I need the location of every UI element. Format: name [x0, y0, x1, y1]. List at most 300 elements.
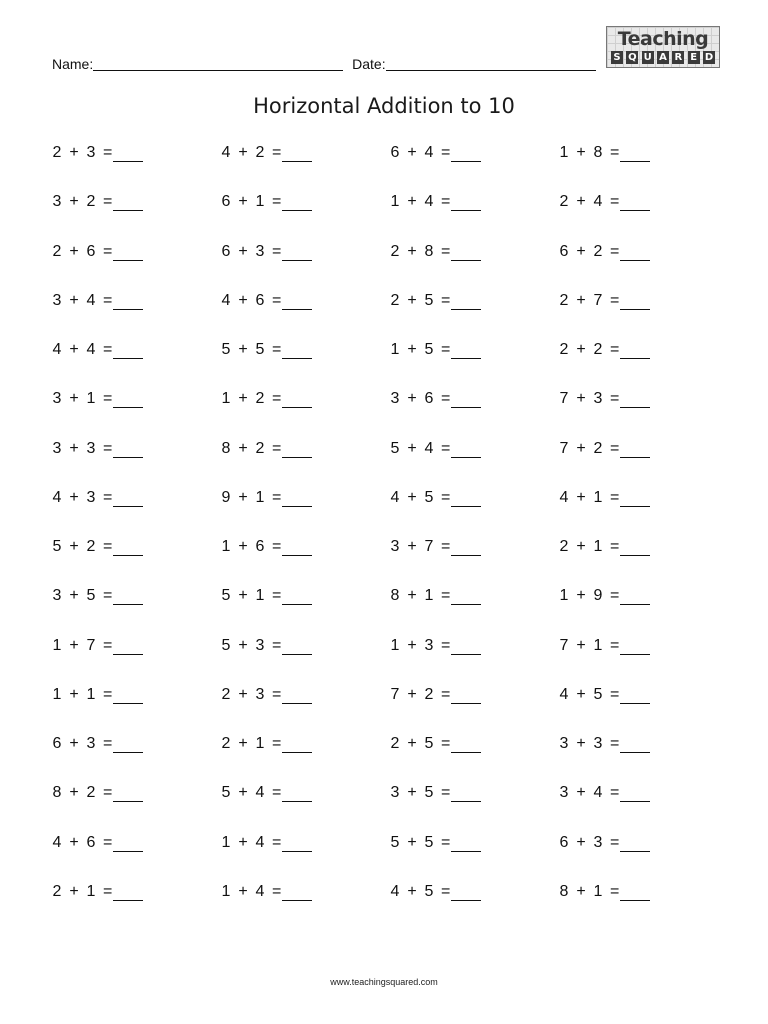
- plus-sign: +: [407, 685, 417, 703]
- answer-blank[interactable]: [451, 539, 481, 556]
- second-addend: 3: [86, 439, 96, 457]
- answer-blank[interactable]: [620, 539, 650, 556]
- plus-sign: +: [407, 488, 417, 506]
- answer-blank[interactable]: [113, 244, 143, 261]
- equals-sign: =: [610, 144, 620, 161]
- equals-sign: =: [610, 488, 620, 506]
- answer-blank[interactable]: [282, 244, 312, 261]
- equals-sign: =: [103, 291, 113, 309]
- answer-blank[interactable]: [620, 835, 650, 852]
- equals-sign: =: [103, 341, 113, 358]
- logo-tile: E: [688, 51, 700, 64]
- plus-sign: +: [238, 390, 248, 408]
- first-addend: 1: [390, 341, 400, 358]
- second-addend: 6: [255, 291, 265, 309]
- addition-problem: [221, 335, 390, 365]
- plus-sign: +: [69, 636, 79, 654]
- equals-sign: =: [103, 193, 113, 211]
- first-addend: 4: [390, 882, 400, 900]
- plus-sign: +: [69, 833, 79, 851]
- answer-blank[interactable]: [113, 736, 143, 753]
- teaching-squared-logo: [606, 26, 720, 68]
- first-addend: 7: [390, 685, 400, 703]
- plus-sign: +: [69, 193, 79, 211]
- addition-problem: [52, 384, 221, 414]
- first-addend: 3: [559, 784, 569, 802]
- addition-problem: [559, 828, 728, 858]
- addition-problem: [221, 384, 390, 414]
- second-addend: 3: [424, 636, 434, 654]
- plus-sign: +: [238, 587, 248, 605]
- name-field-line: [93, 56, 343, 71]
- addition-problem: [559, 532, 728, 562]
- second-addend: 3: [86, 488, 96, 506]
- addition-problem: [52, 138, 221, 168]
- plus-sign: +: [407, 587, 417, 605]
- plus-sign: +: [407, 242, 417, 260]
- equals-sign: =: [441, 390, 451, 408]
- logo-tile: D: [704, 52, 714, 63]
- addition-problem: [559, 729, 728, 759]
- answer-blank[interactable]: [451, 736, 481, 753]
- equals-sign: =: [441, 193, 451, 211]
- second-addend: 4: [424, 193, 434, 211]
- addition-problem: [390, 532, 559, 562]
- addition-problem: [390, 335, 559, 365]
- answer-blank[interactable]: [282, 391, 312, 408]
- second-addend: 6: [424, 390, 434, 408]
- addition-problem: [221, 877, 390, 907]
- plus-sign: +: [238, 488, 248, 506]
- plus-sign: +: [576, 193, 586, 211]
- second-addend: 7: [424, 538, 434, 555]
- answer-blank[interactable]: [113, 342, 143, 359]
- answer-blank[interactable]: [113, 588, 143, 605]
- plus-sign: +: [69, 587, 79, 605]
- second-addend: 3: [593, 735, 603, 752]
- logo-tile: S: [611, 51, 623, 64]
- second-addend: 1: [255, 193, 265, 211]
- answer-blank[interactable]: [451, 785, 481, 802]
- answer-blank[interactable]: [113, 145, 143, 162]
- answer-blank[interactable]: [282, 638, 312, 655]
- first-addend: 2: [221, 685, 231, 703]
- answer-blank[interactable]: [282, 835, 312, 852]
- addition-problem: [559, 434, 728, 464]
- equals-sign: =: [441, 439, 451, 457]
- second-addend: 3: [255, 636, 265, 654]
- first-addend: 1: [221, 390, 231, 408]
- first-addend: 2: [52, 144, 62, 161]
- equals-sign: =: [441, 538, 451, 555]
- first-addend: 6: [390, 144, 400, 161]
- plus-sign: +: [407, 833, 417, 851]
- plus-sign: +: [576, 685, 586, 703]
- addition-problem: [52, 532, 221, 562]
- addition-problem: [52, 828, 221, 858]
- second-addend: 4: [86, 341, 96, 358]
- equals-sign: =: [103, 144, 113, 161]
- answer-blank[interactable]: [113, 490, 143, 507]
- plus-sign: +: [69, 341, 79, 358]
- addition-problem: [52, 187, 221, 217]
- plus-sign: +: [69, 291, 79, 309]
- plus-sign: +: [238, 833, 248, 851]
- addition-problem: [559, 483, 728, 513]
- plus-sign: +: [69, 735, 79, 752]
- plus-sign: +: [69, 784, 79, 802]
- first-addend: 9: [221, 488, 231, 506]
- first-addend: 3: [390, 784, 400, 802]
- plus-sign: +: [576, 341, 586, 358]
- second-addend: 5: [255, 341, 265, 358]
- addition-problem: [221, 631, 390, 661]
- plus-sign: +: [238, 538, 248, 555]
- equals-sign: =: [272, 735, 282, 752]
- second-addend: 1: [593, 488, 603, 506]
- answer-blank[interactable]: [451, 441, 481, 458]
- equals-sign: =: [103, 587, 113, 605]
- plus-sign: +: [238, 341, 248, 358]
- plus-sign: +: [407, 882, 417, 900]
- plus-sign: +: [407, 784, 417, 802]
- first-addend: 6: [221, 193, 231, 211]
- answer-blank[interactable]: [282, 736, 312, 753]
- answer-blank[interactable]: [113, 194, 143, 211]
- answer-blank[interactable]: [620, 342, 650, 359]
- plus-sign: +: [238, 784, 248, 802]
- answer-blank[interactable]: [451, 835, 481, 852]
- equals-sign: =: [272, 341, 282, 358]
- first-addend: 5: [390, 833, 400, 851]
- plus-sign: +: [407, 193, 417, 211]
- second-addend: 5: [424, 488, 434, 506]
- equals-sign: =: [103, 735, 113, 752]
- second-addend: 5: [424, 341, 434, 358]
- second-addend: 6: [86, 833, 96, 851]
- equals-sign: =: [272, 144, 282, 161]
- answer-blank[interactable]: [620, 194, 650, 211]
- equals-sign: =: [272, 439, 282, 457]
- equals-sign: =: [441, 242, 451, 260]
- equals-sign: =: [103, 882, 113, 900]
- equals-sign: =: [610, 193, 620, 211]
- equals-sign: =: [610, 587, 620, 605]
- answer-blank[interactable]: [451, 638, 481, 655]
- answer-blank[interactable]: [620, 687, 650, 704]
- addition-problem: [221, 532, 390, 562]
- second-addend: 2: [255, 390, 265, 408]
- first-addend: 7: [559, 390, 569, 408]
- plus-sign: +: [69, 144, 79, 161]
- addition-problem: [52, 778, 221, 808]
- second-addend: 2: [255, 144, 265, 161]
- equals-sign: =: [272, 833, 282, 851]
- answer-blank[interactable]: [282, 588, 312, 605]
- answer-blank[interactable]: [451, 884, 481, 901]
- second-addend: 4: [593, 193, 603, 211]
- addition-problem: [390, 384, 559, 414]
- first-addend: 2: [559, 538, 569, 555]
- second-addend: 1: [255, 488, 265, 506]
- first-addend: 4: [52, 488, 62, 506]
- answer-blank[interactable]: [451, 194, 481, 211]
- first-addend: 6: [559, 242, 569, 260]
- plus-sign: +: [407, 439, 417, 457]
- second-addend: 2: [424, 685, 434, 703]
- equals-sign: =: [103, 833, 113, 851]
- equals-sign: =: [441, 488, 451, 506]
- first-addend: 4: [221, 144, 231, 161]
- answer-blank[interactable]: [113, 539, 143, 556]
- answer-blank[interactable]: [451, 490, 481, 507]
- answer-blank[interactable]: [113, 687, 143, 704]
- equals-sign: =: [103, 242, 113, 260]
- second-addend: 3: [255, 685, 265, 703]
- answer-blank[interactable]: [282, 194, 312, 211]
- first-addend: 5: [221, 784, 231, 802]
- plus-sign: +: [576, 833, 586, 851]
- equals-sign: =: [103, 538, 113, 555]
- plus-sign: +: [407, 144, 417, 161]
- first-addend: 2: [221, 735, 231, 752]
- answer-blank[interactable]: [620, 736, 650, 753]
- first-addend: 3: [559, 735, 569, 752]
- plus-sign: +: [407, 341, 417, 358]
- equals-sign: =: [441, 291, 451, 309]
- answer-blank[interactable]: [113, 835, 143, 852]
- first-addend: 2: [52, 882, 62, 900]
- answer-blank[interactable]: [113, 293, 143, 310]
- logo-tile: R: [672, 51, 684, 64]
- addition-problem: [221, 434, 390, 464]
- addition-problem: [390, 286, 559, 316]
- answer-blank[interactable]: [282, 785, 312, 802]
- answer-blank[interactable]: [113, 441, 143, 458]
- equals-sign: =: [272, 636, 282, 654]
- addition-problem: [221, 138, 390, 168]
- second-addend: 3: [593, 390, 603, 408]
- addition-problem: [390, 778, 559, 808]
- addition-problem: [52, 483, 221, 513]
- plus-sign: +: [238, 882, 248, 900]
- second-addend: 4: [424, 144, 434, 161]
- answer-blank[interactable]: [282, 293, 312, 310]
- addition-problem: [52, 335, 221, 365]
- first-addend: 1: [559, 587, 569, 605]
- answer-blank[interactable]: [620, 145, 650, 162]
- addition-problem: [390, 187, 559, 217]
- answer-blank[interactable]: [451, 588, 481, 605]
- addition-problem: [221, 680, 390, 710]
- answer-blank[interactable]: [620, 785, 650, 802]
- first-addend: 5: [221, 341, 231, 358]
- plus-sign: +: [238, 685, 248, 703]
- second-addend: 5: [424, 291, 434, 309]
- first-addend: 2: [390, 735, 400, 752]
- equals-sign: =: [103, 685, 113, 703]
- addition-problem: [52, 877, 221, 907]
- first-addend: 1: [390, 636, 400, 654]
- answer-blank[interactable]: [113, 638, 143, 655]
- answer-blank[interactable]: [620, 588, 650, 605]
- second-addend: 2: [255, 439, 265, 457]
- second-addend: 5: [424, 784, 434, 802]
- equals-sign: =: [272, 685, 282, 703]
- addition-problem: [221, 778, 390, 808]
- addition-problem: [52, 286, 221, 316]
- answer-blank[interactable]: [620, 244, 650, 261]
- addition-problem: [221, 286, 390, 316]
- addition-problem: [221, 237, 390, 267]
- answer-blank[interactable]: [282, 687, 312, 704]
- plus-sign: +: [576, 735, 586, 752]
- second-addend: 5: [86, 587, 96, 605]
- answer-blank[interactable]: [620, 638, 650, 655]
- addition-problem: [559, 778, 728, 808]
- equals-sign: =: [272, 291, 282, 309]
- plus-sign: +: [407, 390, 417, 408]
- addition-problem: [390, 483, 559, 513]
- equals-sign: =: [610, 341, 620, 358]
- addition-problem: [390, 680, 559, 710]
- second-addend: 2: [86, 784, 96, 802]
- plus-sign: +: [576, 784, 586, 802]
- first-addend: 3: [52, 390, 62, 408]
- second-addend: 3: [593, 833, 603, 851]
- plus-sign: +: [238, 291, 248, 309]
- first-addend: 1: [559, 144, 569, 161]
- first-addend: 7: [559, 439, 569, 457]
- answer-blank[interactable]: [282, 884, 312, 901]
- plus-sign: +: [69, 488, 79, 506]
- answer-blank[interactable]: [451, 391, 481, 408]
- first-addend: 2: [390, 291, 400, 309]
- answer-blank[interactable]: [451, 687, 481, 704]
- equals-sign: =: [272, 193, 282, 211]
- logo-text: Teaching: [617, 28, 709, 50]
- answer-blank[interactable]: [620, 293, 650, 310]
- first-addend: 3: [52, 439, 62, 457]
- answer-blank[interactable]: [451, 145, 481, 162]
- answer-blank[interactable]: [113, 785, 143, 802]
- addition-problem: [390, 581, 559, 611]
- equals-sign: =: [103, 390, 113, 408]
- answer-blank[interactable]: [620, 391, 650, 408]
- addition-problem: [221, 729, 390, 759]
- answer-blank[interactable]: [620, 441, 650, 458]
- plus-sign: +: [576, 488, 586, 506]
- second-addend: 2: [593, 242, 603, 260]
- equals-sign: =: [610, 882, 620, 900]
- addition-problem: [559, 680, 728, 710]
- second-addend: 8: [424, 242, 434, 260]
- equals-sign: =: [441, 833, 451, 851]
- first-addend: 8: [52, 784, 62, 802]
- equals-sign: =: [610, 833, 620, 851]
- second-addend: 1: [86, 882, 96, 900]
- answer-blank[interactable]: [620, 884, 650, 901]
- addition-problem: [559, 286, 728, 316]
- plus-sign: +: [238, 144, 248, 161]
- answer-blank[interactable]: [113, 884, 143, 901]
- equals-sign: =: [610, 291, 620, 309]
- equals-sign: =: [272, 784, 282, 802]
- equals-sign: =: [610, 685, 620, 703]
- plus-sign: +: [576, 439, 586, 457]
- plus-sign: +: [576, 390, 586, 408]
- second-addend: 1: [255, 735, 265, 752]
- second-addend: 4: [424, 439, 434, 457]
- answer-blank[interactable]: [451, 293, 481, 310]
- second-addend: 1: [86, 390, 96, 408]
- addition-problem: [390, 729, 559, 759]
- second-addend: 2: [86, 538, 96, 555]
- plus-sign: +: [407, 538, 417, 555]
- equals-sign: =: [103, 439, 113, 457]
- first-addend: 5: [221, 587, 231, 605]
- logo-tile: Q: [628, 52, 637, 63]
- date-label: Date:: [352, 56, 386, 72]
- answer-blank[interactable]: [113, 391, 143, 408]
- first-addend: 3: [390, 538, 400, 555]
- answer-blank[interactable]: [282, 441, 312, 458]
- answer-blank[interactable]: [620, 490, 650, 507]
- first-addend: 2: [559, 291, 569, 309]
- addition-problem: [559, 384, 728, 414]
- equals-sign: =: [441, 636, 451, 654]
- first-addend: 5: [221, 636, 231, 654]
- equals-sign: =: [272, 587, 282, 605]
- logo-squared-tiles: [611, 51, 715, 65]
- addition-problem: [52, 680, 221, 710]
- equals-sign: =: [103, 488, 113, 506]
- second-addend: 4: [593, 784, 603, 802]
- second-addend: 1: [593, 882, 603, 900]
- plus-sign: +: [576, 882, 586, 900]
- addition-problem: [52, 237, 221, 267]
- first-addend: 2: [559, 341, 569, 358]
- first-addend: 8: [390, 587, 400, 605]
- second-addend: 4: [255, 882, 265, 900]
- second-addend: 6: [86, 242, 96, 260]
- footer-url: www.teachingsquared.com: [330, 977, 438, 987]
- second-addend: 1: [593, 636, 603, 654]
- first-addend: 1: [221, 833, 231, 851]
- second-addend: 7: [593, 291, 603, 309]
- first-addend: 4: [559, 685, 569, 703]
- plus-sign: +: [576, 242, 586, 260]
- plus-sign: +: [69, 242, 79, 260]
- answer-blank[interactable]: [451, 342, 481, 359]
- answer-blank[interactable]: [282, 342, 312, 359]
- equals-sign: =: [610, 735, 620, 752]
- equals-sign: =: [610, 636, 620, 654]
- addition-problem: [221, 483, 390, 513]
- plus-sign: +: [576, 636, 586, 654]
- addition-problem: [390, 828, 559, 858]
- logo-tile: U: [643, 52, 652, 63]
- first-addend: 4: [390, 488, 400, 506]
- second-addend: 6: [255, 538, 265, 555]
- answer-blank[interactable]: [451, 244, 481, 261]
- answer-blank[interactable]: [282, 145, 312, 162]
- answer-blank[interactable]: [282, 539, 312, 556]
- problem-grid: [52, 138, 728, 926]
- answer-blank[interactable]: [282, 490, 312, 507]
- equals-sign: =: [610, 242, 620, 260]
- plus-sign: +: [238, 242, 248, 260]
